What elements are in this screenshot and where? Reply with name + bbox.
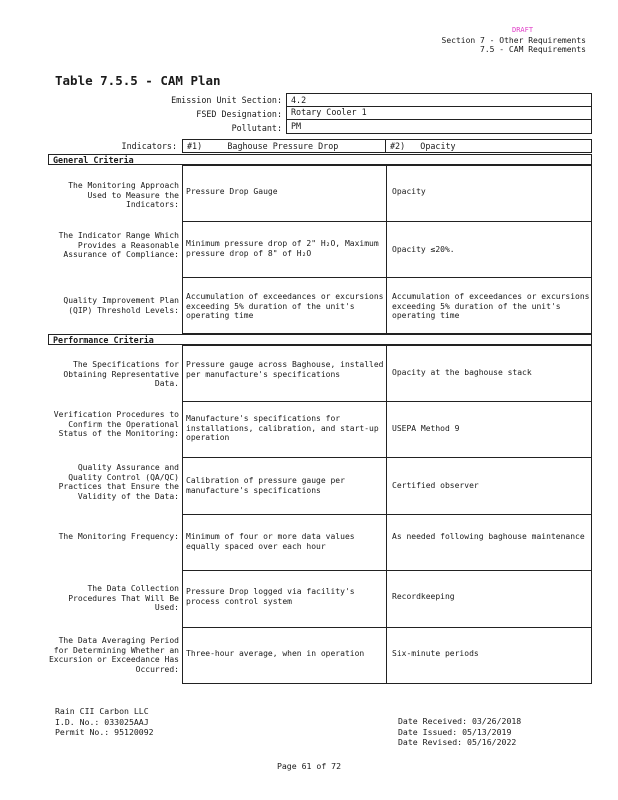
- company-name: Rain CII Carbon LLC: [55, 706, 149, 716]
- indicator-2-cell: Recordkeeping: [392, 592, 455, 601]
- general-criteria-heading: General Criteria: [48, 154, 592, 165]
- indicator-1-cell: Accumulation of exceedances or excursions exceeding 5% duration of the unit's operating time: [186, 292, 384, 321]
- draft-stamp: DRAFT: [512, 26, 534, 34]
- row-label: The Monitoring Approach Used to Measure the Indicators:: [68, 181, 179, 210]
- indicator-2-cell: As needed following baghouse maintenance: [392, 532, 585, 541]
- indicator-1-number: #1): [187, 141, 203, 151]
- permit-number: Permit No.: 95120092: [55, 727, 154, 737]
- indicator-1-cell: Minimum of four or more data values equally spaced over each hour: [186, 532, 355, 551]
- indicator-2-header: [386, 139, 592, 153]
- date-received: Date Received: 03/26/2018: [398, 716, 522, 726]
- indicator-1-cell: Three-hour average, when in operation: [186, 649, 365, 658]
- indicator-1-name: Baghouse Pressure Drop: [227, 141, 339, 151]
- indicator-2-cell: Certified observer: [392, 481, 479, 490]
- fsed-designation-value: Rotary Cooler 1: [286, 106, 592, 120]
- indicator-2-number: #2): [390, 141, 406, 151]
- indicator-2-cell: Opacity at the baghouse stack: [392, 368, 532, 377]
- page-number: Page 61 of 72: [276, 761, 342, 771]
- pollutant-label: Pollutant:: [231, 123, 282, 133]
- indicator-1-cell: Calibration of pressure gauge per manufacture's specifications: [186, 476, 345, 495]
- performance-criteria-heading: Performance Criteria: [48, 334, 592, 345]
- date-revised: Date Revised: 05/16/2022: [398, 737, 517, 747]
- indicator-1-cell: Minimum pressure drop of 2" H₂O, Maximum pressure drop of 8" of H₂O: [186, 239, 379, 258]
- indicator-2-cell: Opacity: [392, 187, 426, 196]
- footer-right: [398, 716, 521, 748]
- emission-unit-section-value: 4.2: [286, 93, 592, 107]
- id-number: I.D. No.: 033025AAJ: [55, 716, 149, 727]
- indicator-2-cell: Opacity ≤20%.: [392, 245, 455, 254]
- fsed-designation-label: FSED Designation:: [196, 109, 282, 119]
- section-heading: Section 7 - Other Requirements: [441, 36, 586, 45]
- subsection-heading: 7.5 - CAM Requirements: [480, 45, 586, 54]
- row-label: Quality Assurance and Quality Control (QA/QC) Practices that Ensure the Validity of the Data:: [58, 463, 179, 501]
- row-label: Verification Procedures to Confirm the Operational Status of the Monitoring:: [53, 410, 179, 439]
- indicator-2-name: Opacity: [420, 141, 456, 151]
- row-label: The Specifications for Obtaining Representative Data.: [63, 360, 179, 389]
- indicator-1-cell: Pressure Drop Gauge: [186, 187, 278, 196]
- indicator-1-cell: Pressure gauge across Baghouse, installed per manufacture's specifications: [186, 360, 384, 379]
- indicator-1-cell: Manufacture's specifications for installations, calibration, and start-up operation: [186, 414, 379, 443]
- emission-unit-section-label: Emission Unit Section:: [171, 95, 282, 105]
- row-label: The Monitoring Frequency:: [58, 532, 179, 541]
- date-issued: Date Issued: 05/13/2019: [398, 726, 512, 737]
- indicator-1-cell: Pressure Drop logged via facility's process control system: [186, 587, 355, 606]
- indicator-2-cell: Six-minute periods: [392, 649, 479, 658]
- indicator-2-cell: Accumulation of exceedances or excursions exceeding 5% duration of the unit's operating time: [392, 292, 590, 321]
- footer-left: [55, 706, 154, 738]
- indicator-2-cell: USEPA Method 9: [392, 424, 460, 433]
- indicator-1-header: [182, 139, 386, 153]
- row-label: The Data Collection Procedures That Will Be Used:: [68, 584, 179, 613]
- pollutant-value: PM: [286, 120, 592, 134]
- table-title: Table 7.5.5 - CAM Plan: [55, 73, 221, 88]
- indicators-label: Indicators:: [121, 141, 177, 151]
- row-label: The Data Averaging Period for Determining Whether an Excursion or Exceedance Has Occurred:: [48, 636, 179, 674]
- row-label: Quality Improvement Plan (QIP) Threshold Levels:: [63, 296, 179, 315]
- row-label: The Indicator Range Which Provides a Reasonable Assurance of Compliance:: [58, 231, 179, 260]
